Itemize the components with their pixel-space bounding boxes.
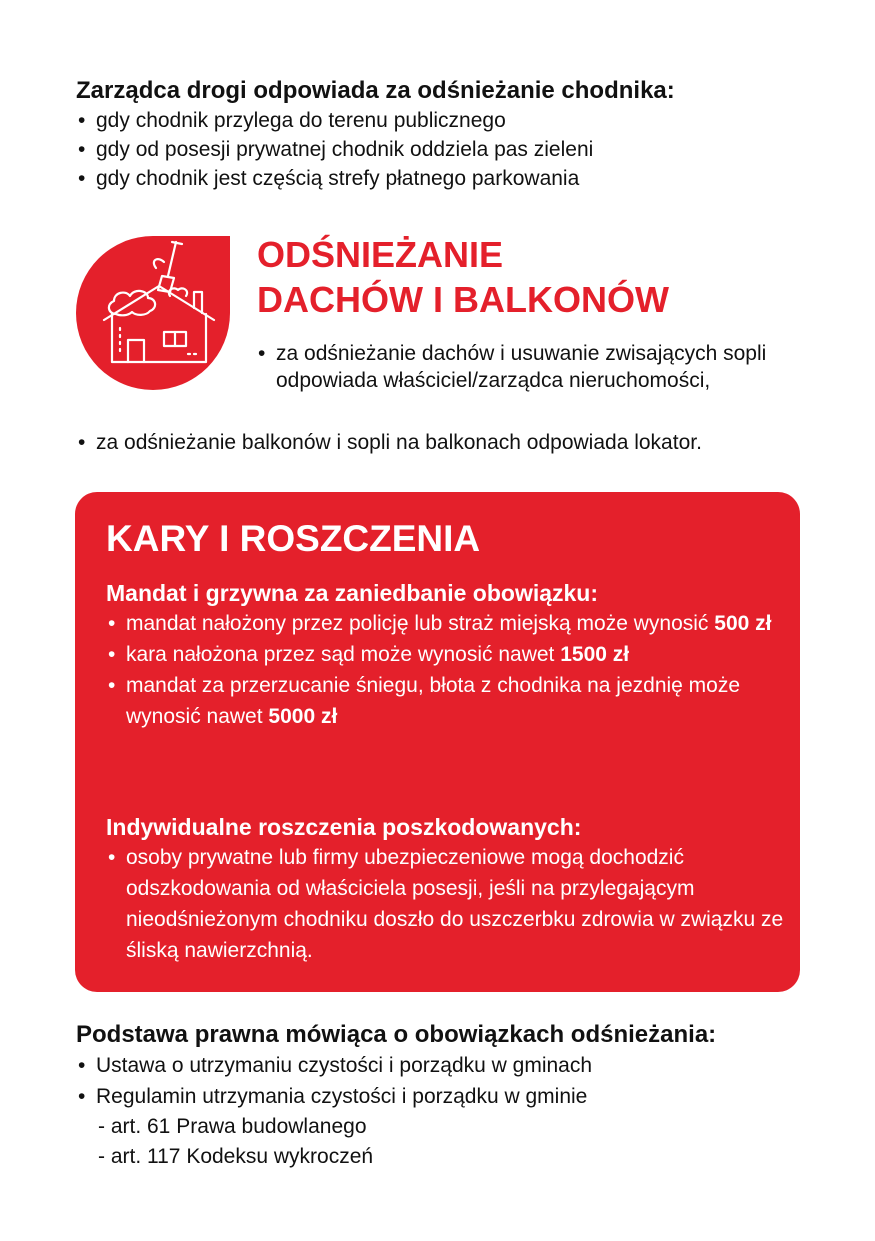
mandate-text: mandat za przerzucanie śniegu, błota z chodnika na jezdnię może wynosić nawet bbox=[126, 674, 741, 728]
house-snow-shovel-icon bbox=[76, 236, 230, 390]
roofs-list-2 bbox=[76, 428, 836, 457]
claims-title: Indywidualne roszczenia poszkodowanych: bbox=[106, 814, 582, 840]
mandate-text: mandat nałożony przez policję lub straż miejską może wynosić bbox=[126, 612, 715, 635]
list-item: • gdy chodnik przylega do terenu publicznego bbox=[76, 106, 816, 135]
road-section bbox=[76, 76, 816, 193]
mandate-amount: 500 zł bbox=[714, 612, 772, 635]
list-item: • osoby prywatne lub firmy ubezpieczeniowe mogą dochodzić odszkodowania od właściciela posesji, jeśli na przylegającym nieodśnieżonym chodniku doszło do uszczerbku zdrowia w związku ze śliską nawierzchnią. bbox=[106, 842, 791, 966]
road-list bbox=[76, 106, 816, 193]
claims-block bbox=[106, 812, 791, 966]
roofs-title-line1: ODŚNIEŻANIE bbox=[257, 234, 504, 275]
law-title: Podstawa prawna mówiąca o obowiązkach odśnieżania: bbox=[76, 1021, 717, 1048]
mandate-title: Mandat i grzywna za zaniedbanie obowiązku: bbox=[106, 580, 599, 606]
roofs-list bbox=[256, 340, 816, 394]
claims-list bbox=[106, 842, 791, 966]
list-item: • Ustawa o utrzymaniu czystości i porządku w gminach bbox=[76, 1050, 836, 1081]
roofs-title-line2: DACHÓW I BALKONÓW bbox=[257, 279, 669, 320]
list-item: • gdy chodnik jest częścią strefy płatnego parkowania bbox=[76, 164, 816, 193]
list-item: • za odśnieżanie dachów i usuwanie zwisających sopli odpowiada właściciel/zarządca nieruchomości, bbox=[256, 340, 816, 394]
list-item: • gdy od posesji prywatnej chodnik oddziela pas zieleni bbox=[76, 135, 816, 164]
roofs-title bbox=[257, 232, 817, 322]
list-item: - art. 117 Kodeksu wykroczeń bbox=[98, 1145, 374, 1168]
law-sub-list bbox=[76, 1112, 836, 1172]
list-item: • za odśnieżanie balkonów i sopli na balkonach odpowiada lokator. bbox=[76, 428, 836, 457]
mandate-amount: 5000 zł bbox=[268, 705, 338, 728]
mandate-block bbox=[106, 578, 786, 732]
mandate-list bbox=[106, 608, 786, 732]
list-item: - art. 61 Prawa budowlanego bbox=[98, 1115, 367, 1138]
road-title: Zarządca drogi odpowiada za odśnieżanie chodnika: bbox=[76, 77, 675, 104]
list-item bbox=[106, 670, 786, 732]
penalties-title: KARY I ROSZCZENIA bbox=[106, 518, 481, 559]
mandate-text: kara nałożona przez sąd może wynosić nawet bbox=[126, 643, 561, 666]
penalties-box bbox=[75, 492, 800, 992]
list-item: • Regulamin utrzymania czystości i porządku w gminie bbox=[76, 1081, 836, 1112]
list-item bbox=[106, 608, 786, 639]
law-list bbox=[76, 1050, 836, 1112]
mandate-amount: 1500 zł bbox=[560, 643, 630, 666]
law-section bbox=[76, 1020, 836, 1172]
list-item bbox=[106, 639, 786, 670]
